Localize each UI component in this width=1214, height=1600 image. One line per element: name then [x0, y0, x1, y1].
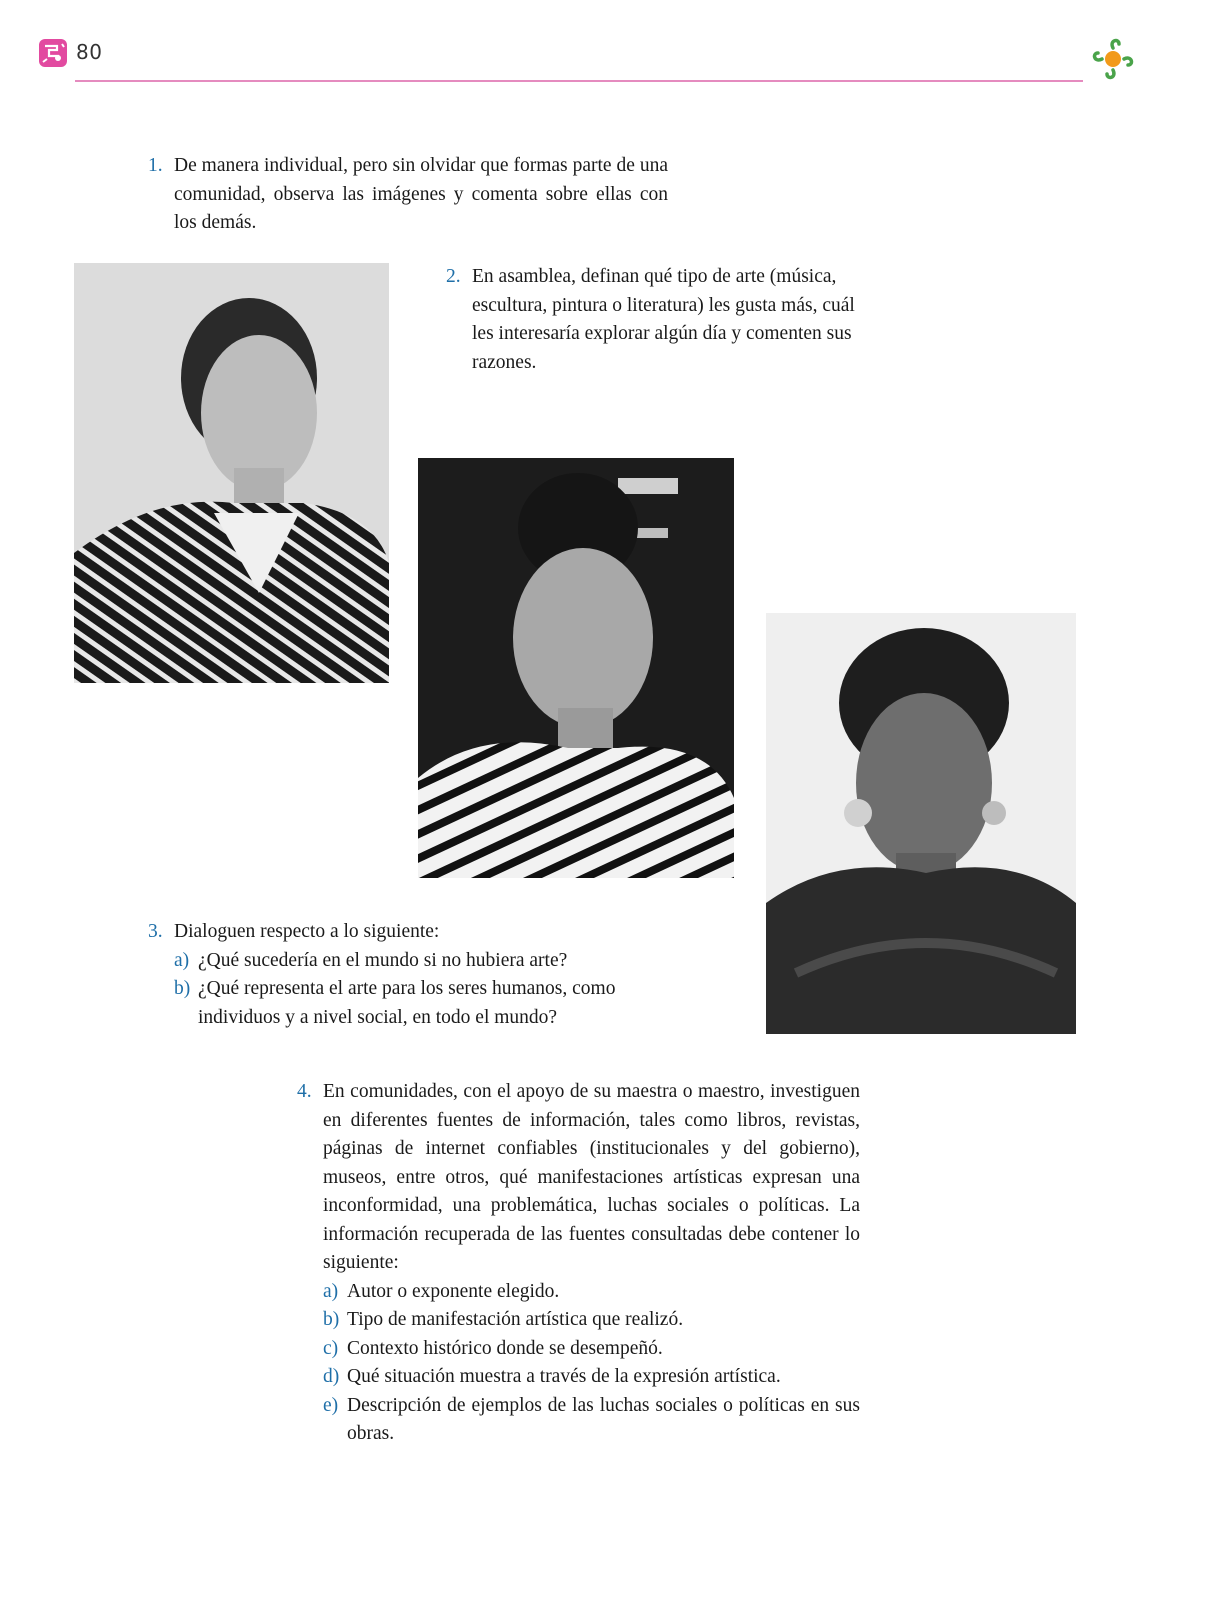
subitem-letter: a)	[323, 1280, 339, 1302]
item-text: Dialoguen respecto a lo siguiente:	[174, 921, 440, 942]
item-number: 2.	[446, 266, 461, 287]
item-number: 1.	[148, 155, 163, 176]
subitem-text: ¿Qué representa el arte para los seres humanos, como individuos y a nivel social, en todo el mundo?	[198, 978, 616, 1028]
subitem-letter: d)	[323, 1366, 340, 1387]
instruction-2	[446, 263, 856, 377]
portrait-photo-2	[418, 458, 734, 878]
page-number: 80	[76, 40, 103, 64]
subitem-text: Qué situación muestra a través de la expresión artística.	[347, 1366, 781, 1387]
subitem-letter: e)	[323, 1394, 339, 1416]
instruction-3	[148, 918, 688, 1032]
portrait-photo-3	[766, 613, 1076, 1034]
subitem-text: ¿Qué sucedería en el mundo si no hubiera arte?	[198, 949, 568, 971]
instruction-1	[148, 152, 668, 238]
item-text: De manera individual, pero sin olvidar que formas parte de una comunidad, observa las imágenes y comenta sobre ellas con los demás.	[174, 155, 668, 233]
subitem-text: Tipo de manifestación artística que realizó.	[347, 1309, 684, 1330]
aztec-glyph-icon	[38, 38, 68, 68]
item-number: 3.	[148, 921, 163, 942]
subitem-letter: c)	[323, 1337, 339, 1359]
instruction-4	[297, 1078, 860, 1449]
subitem-letter: b)	[323, 1309, 340, 1330]
subitem-letter: a)	[174, 949, 190, 971]
flower-logo-icon	[1088, 34, 1138, 84]
item-text: En asamblea, definan qué tipo de arte (música, escultura, pintura o literatura) les gusta más, cuál les interesaría explorar algún día y comenten sus razones.	[472, 266, 855, 373]
portrait-photo-1	[74, 263, 389, 683]
subitem-letter: b)	[174, 978, 191, 999]
subitem-text: Contexto histórico donde se desempeñó.	[347, 1337, 663, 1359]
header-rule	[75, 80, 1083, 82]
subitem-text: Descripción de ejemplos de las luchas sociales o políticas en sus obras.	[347, 1394, 860, 1444]
subitem-text: Autor o exponente elegido.	[347, 1280, 560, 1302]
item-text: En comunidades, con el apoyo de su maestra o maestro, investiguen en diferentes fuentes de información, tales como libros, revistas, páginas de internet confiables (institucionales y del gobierno), museos, entre otros, qué manifestaciones artísticas expresan una inconformidad, una problemática, luchas sociales o políticas. La información recuperada de las fuentes consultadas debe contener lo siguiente:	[323, 1081, 860, 1273]
item-number: 4.	[297, 1081, 312, 1102]
